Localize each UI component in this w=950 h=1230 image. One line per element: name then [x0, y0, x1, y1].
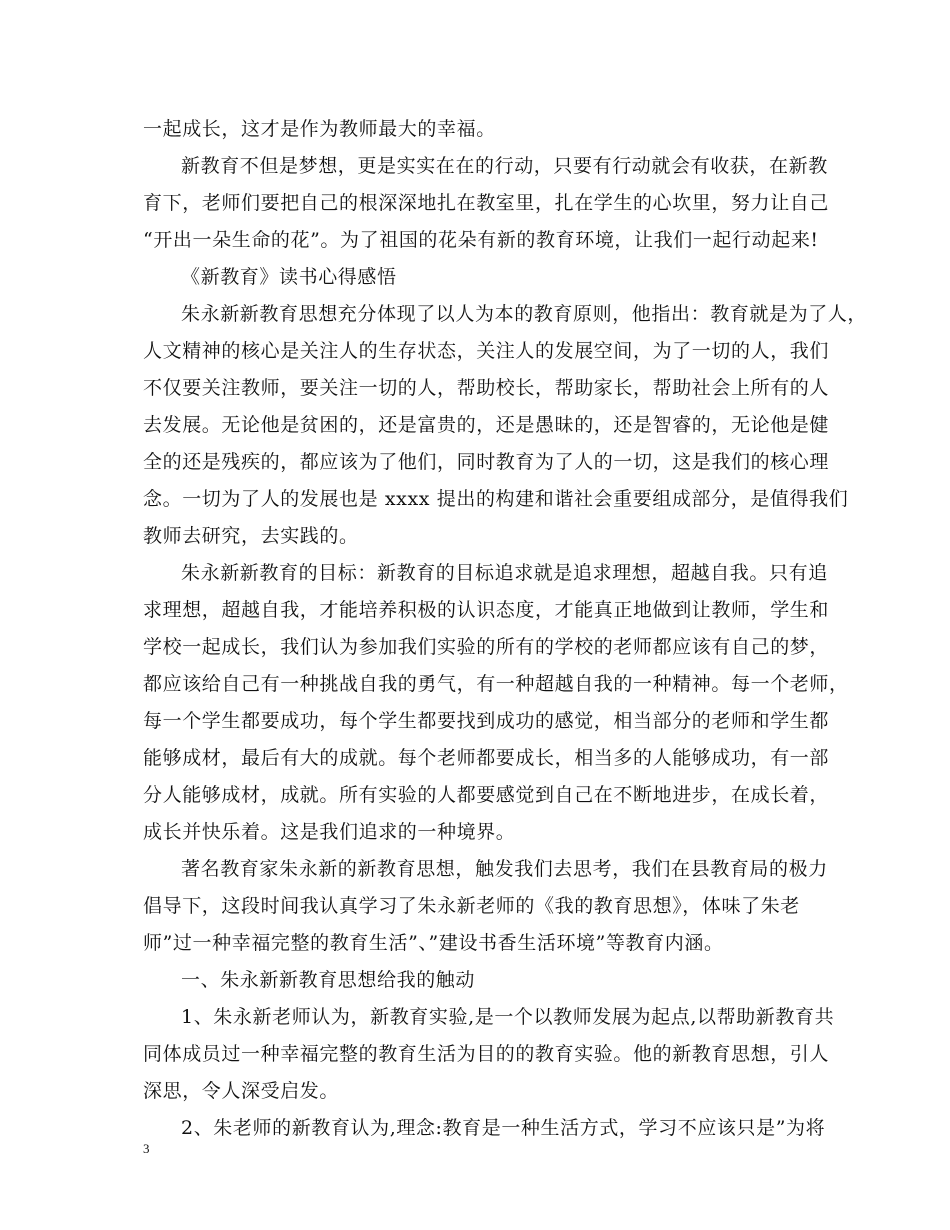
text-line: 学校一起成长，我们认为参加我们实验的所有的学校的老师都应该有自己的梦，	[143, 636, 830, 658]
text-line: 求理想，超越自我，才能培养积极的认识态度，才能真正地做到让教师，学生和	[143, 599, 830, 621]
text-line: 人文精神的核心是关注人的生存状态，关注人的发展空间，为了一切的人，我们	[143, 340, 830, 362]
section-heading: 一、朱永新新教育思想给我的触动	[181, 969, 476, 991]
text-line: 育下，老师们要把自己的根深深地扎在教室里，扎在学生的心坎里，努力让自己	[143, 192, 830, 214]
text-line: 1、朱永新老师认为，新教育实验,是一个以教师发展为起点,以帮助新教育共	[181, 1006, 835, 1028]
text-line: 教师去研究，去实践的。	[143, 525, 359, 547]
text-line: 念。一切为了人的发展也是 xxxx 提出的构建和谐社会重要组成部分，是值得我们	[143, 488, 849, 510]
text-line: 师”过一种幸福完整的教育生活”、”建设书香生活环境”等教育内涵。	[143, 932, 724, 954]
text-line: 朱永新新教育思想充分体现了以人为本的教育原则，他指出：教育就是为了人，	[181, 303, 868, 325]
text-line: 全的还是残疾的，都应该为了他们，同时教育为了人的一切，这是我们的核心理	[143, 451, 830, 473]
text-line: 著名教育家朱永新的新教育思想，触发我们去思考，我们在县教育局的极力	[181, 858, 828, 880]
text-line: 成长并快乐着。这是我们追求的一种境界。	[143, 821, 516, 843]
section-heading: 《新教育》读书心得感悟	[181, 266, 397, 288]
text-line: 不仅要关注教师，要关注一切的人，帮助校长，帮助家长，帮助社会上所有的人	[143, 377, 830, 399]
text-line: 都应该给自己有一种挑战自我的勇气，有一种超越自我的一种精神。每一个老师，	[143, 673, 849, 695]
text-line: 能够成材，最后有大的成就。每个老师都要成长，相当多的人能够成功，有一部	[143, 747, 830, 769]
text-line: 同体成员过一种幸福完整的教育生活为目的的教育实验。他的新教育思想，引人	[143, 1043, 830, 1065]
text-line: 新教育不但是梦想，更是实实在在的行动，只要有行动就会有收获，在新教	[181, 155, 828, 177]
page-number: 3	[143, 1141, 150, 1156]
text-line: “开出一朵生命的花”。为了祖国的花朵有新的教育环境，让我们一起行动起来!	[143, 229, 819, 251]
text-line: 朱永新新教育的目标：新教育的目标追求就是追求理想，超越自我。只有追	[181, 562, 828, 584]
text-line: 一起成长，这才是作为教师最大的幸福。	[143, 118, 496, 140]
text-line: 深思，令人深受启发。	[143, 1080, 340, 1102]
text-line: 分人能够成材，成就。所有实验的人都要感觉到自己在不断地进步，在成长着，	[143, 784, 830, 806]
text-line: 2、朱老师的新教育认为,理念:教育是一种生活方式，学习不应该只是”为将	[181, 1117, 826, 1139]
text-line: 每一个学生都要成功，每个学生都要找到成功的感觉，相当部分的老师和学生都	[143, 710, 830, 732]
text-line: 去发展。无论他是贫困的，还是富贵的，还是愚昧的，还是智睿的，无论他是健	[143, 414, 830, 436]
text-line: 倡导下，这段时间我认真学习了朱永新老师的《我的教育思想》，体味了朱老	[143, 895, 800, 917]
